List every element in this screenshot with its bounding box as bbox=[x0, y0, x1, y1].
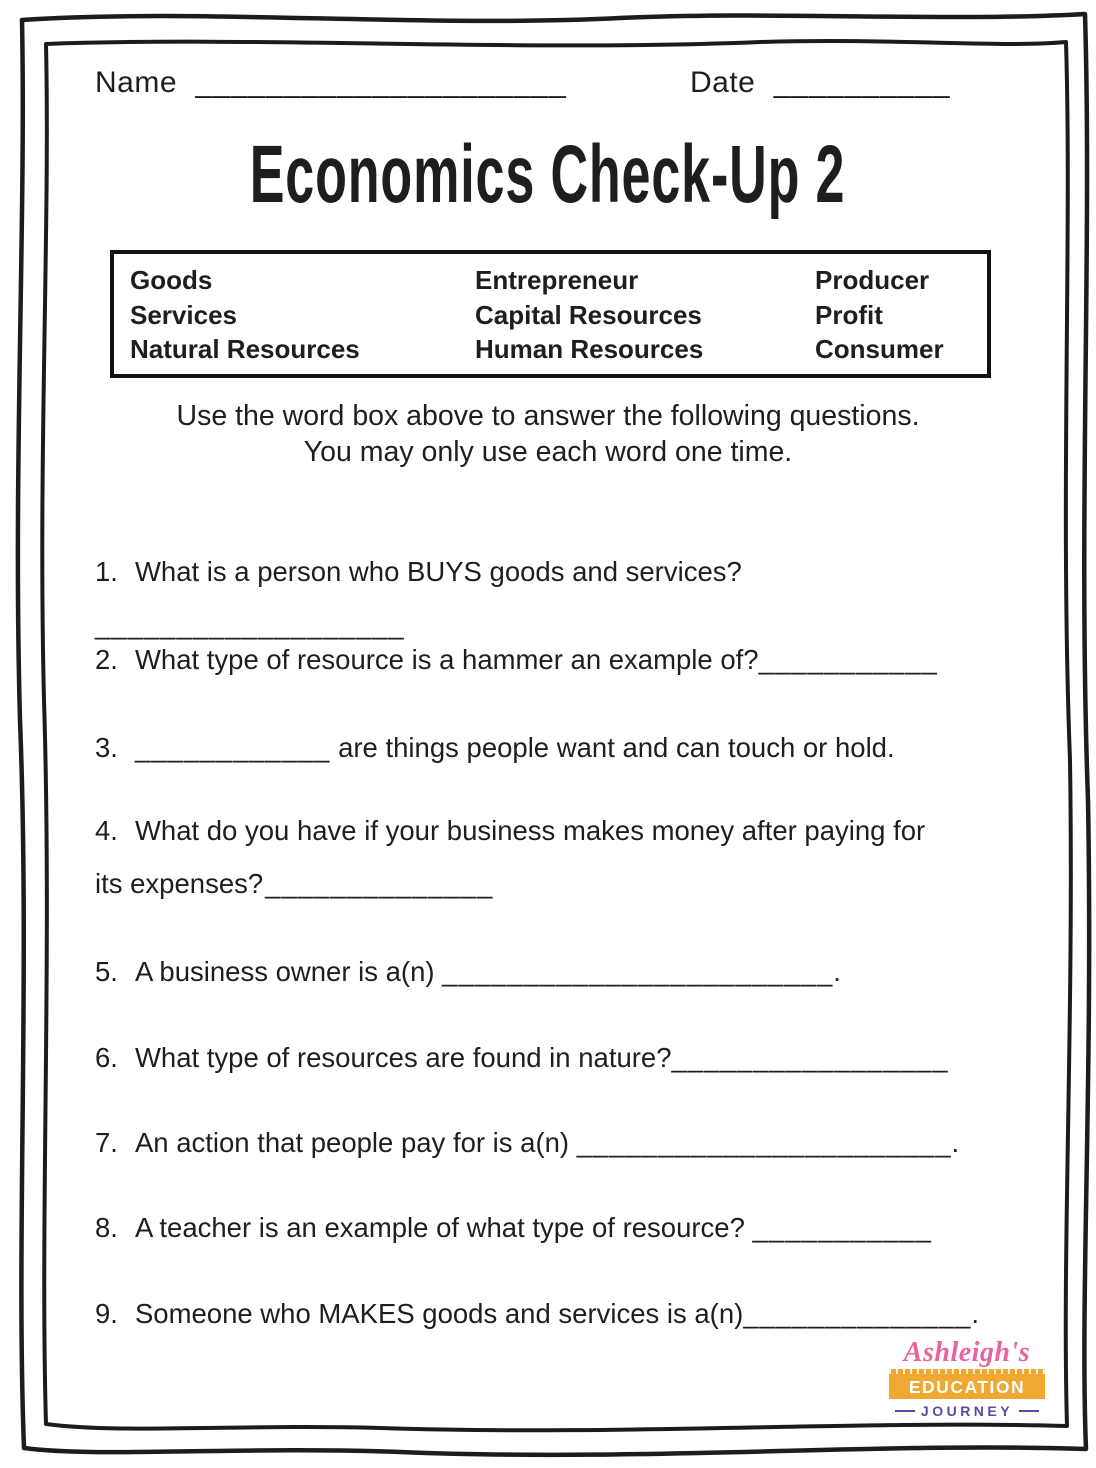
instructions-line-2: You may only use each word one time. bbox=[303, 436, 793, 468]
question-6 bbox=[95, 1031, 1040, 1084]
question-4-line-2 bbox=[95, 857, 1045, 910]
question-number: 4. bbox=[95, 815, 118, 846]
word-item: Services bbox=[130, 299, 237, 330]
instructions bbox=[0, 398, 1096, 470]
question-number: 7. bbox=[95, 1127, 118, 1158]
word-item: Natural Resources bbox=[130, 334, 360, 364]
answer-blank-line: ____________ bbox=[134, 732, 331, 763]
word-box-column-1 bbox=[130, 263, 475, 374]
header-row bbox=[0, 66, 1096, 112]
question-text: What type of resource is a hammer an example of? bbox=[134, 644, 759, 675]
page-title: Economics Check-Up 2 bbox=[250, 129, 846, 221]
question-text: What do you have if your business makes money after paying for bbox=[134, 815, 926, 846]
name-field-group bbox=[95, 66, 567, 100]
question-9 bbox=[95, 1287, 1040, 1340]
logo-education-banner bbox=[889, 1369, 1045, 1399]
word-item: Producer bbox=[815, 265, 930, 295]
word-item: Consumer bbox=[815, 334, 944, 364]
logo-journey-row bbox=[889, 1403, 1045, 1419]
question-text-after: . bbox=[971, 1298, 980, 1329]
logo-education-text: EDUCATION bbox=[908, 1377, 1026, 1397]
question-text: An action that people pay for is a(n) bbox=[134, 1127, 577, 1158]
question-text: its expenses? bbox=[95, 868, 264, 899]
name-label: Name bbox=[95, 66, 178, 99]
question-text: What is a person who BUYS goods and services? bbox=[134, 556, 742, 587]
answer-blank-line: _________________ bbox=[671, 1042, 949, 1073]
question-text-after: . bbox=[951, 1127, 960, 1158]
answer-blank-line: ___________________ bbox=[95, 609, 405, 640]
journey-dash-left bbox=[895, 1410, 915, 1413]
question-text-after: are things people want and can touch or hold. bbox=[330, 732, 895, 763]
answer-blank-line: ______________ bbox=[743, 1298, 972, 1329]
question-3 bbox=[95, 721, 1040, 774]
question-number: 3. bbox=[95, 732, 118, 763]
question-number: 5. bbox=[95, 956, 118, 987]
answer-blank-line: ______________ bbox=[265, 868, 494, 899]
word-item: Capital Resources bbox=[475, 299, 702, 330]
question-4-line-1 bbox=[95, 804, 1045, 857]
word-item: Goods bbox=[130, 265, 213, 295]
date-blank-line: __________ bbox=[773, 66, 951, 99]
word-item: Profit bbox=[815, 299, 883, 330]
logo-journey-text: JOURNEY bbox=[920, 1403, 1014, 1419]
answer-blank-line: ________________________ bbox=[442, 956, 834, 987]
question-number: 9. bbox=[95, 1298, 118, 1329]
word-item: Entrepreneur bbox=[475, 265, 639, 295]
publisher-logo bbox=[889, 1338, 1045, 1419]
question-number: 6. bbox=[95, 1042, 118, 1073]
name-blank-line: _____________________ bbox=[195, 66, 567, 99]
question-2 bbox=[95, 633, 1040, 686]
ruler-ticks-icon bbox=[889, 1369, 1045, 1374]
date-label: Date bbox=[690, 66, 756, 99]
question-8 bbox=[95, 1201, 1040, 1254]
date-field-group bbox=[690, 66, 951, 100]
answer-blank-line: _______________________ bbox=[576, 1127, 952, 1158]
question-text: Someone who MAKES goods and services is a(n) bbox=[134, 1298, 744, 1329]
question-number: 8. bbox=[95, 1212, 118, 1243]
title-wrap bbox=[0, 128, 1096, 221]
question-number: 2. bbox=[95, 644, 118, 675]
question-7 bbox=[95, 1116, 1040, 1169]
logo-ashleighs-text: Ashleigh's bbox=[903, 1337, 1031, 1368]
answer-blank-line: ___________ bbox=[752, 1212, 932, 1243]
word-box-column-2 bbox=[475, 263, 815, 374]
question-text-after: . bbox=[833, 956, 841, 987]
question-5 bbox=[95, 945, 1040, 998]
word-item: Human Resources bbox=[475, 334, 704, 364]
question-4 bbox=[95, 804, 1045, 910]
journey-dash-right bbox=[1019, 1410, 1039, 1413]
instructions-line-1: Use the word box above to answer the following questions. bbox=[176, 400, 920, 432]
question-text: What type of resources are found in nature? bbox=[134, 1042, 672, 1073]
word-box bbox=[110, 250, 991, 378]
question-number: 1. bbox=[95, 556, 118, 587]
word-box-column-3 bbox=[815, 263, 987, 374]
question-text: A teacher is an example of what type of resource? bbox=[134, 1212, 753, 1243]
question-text: A business owner is a(n) bbox=[134, 956, 443, 987]
answer-blank-line: ___________ bbox=[758, 644, 938, 675]
